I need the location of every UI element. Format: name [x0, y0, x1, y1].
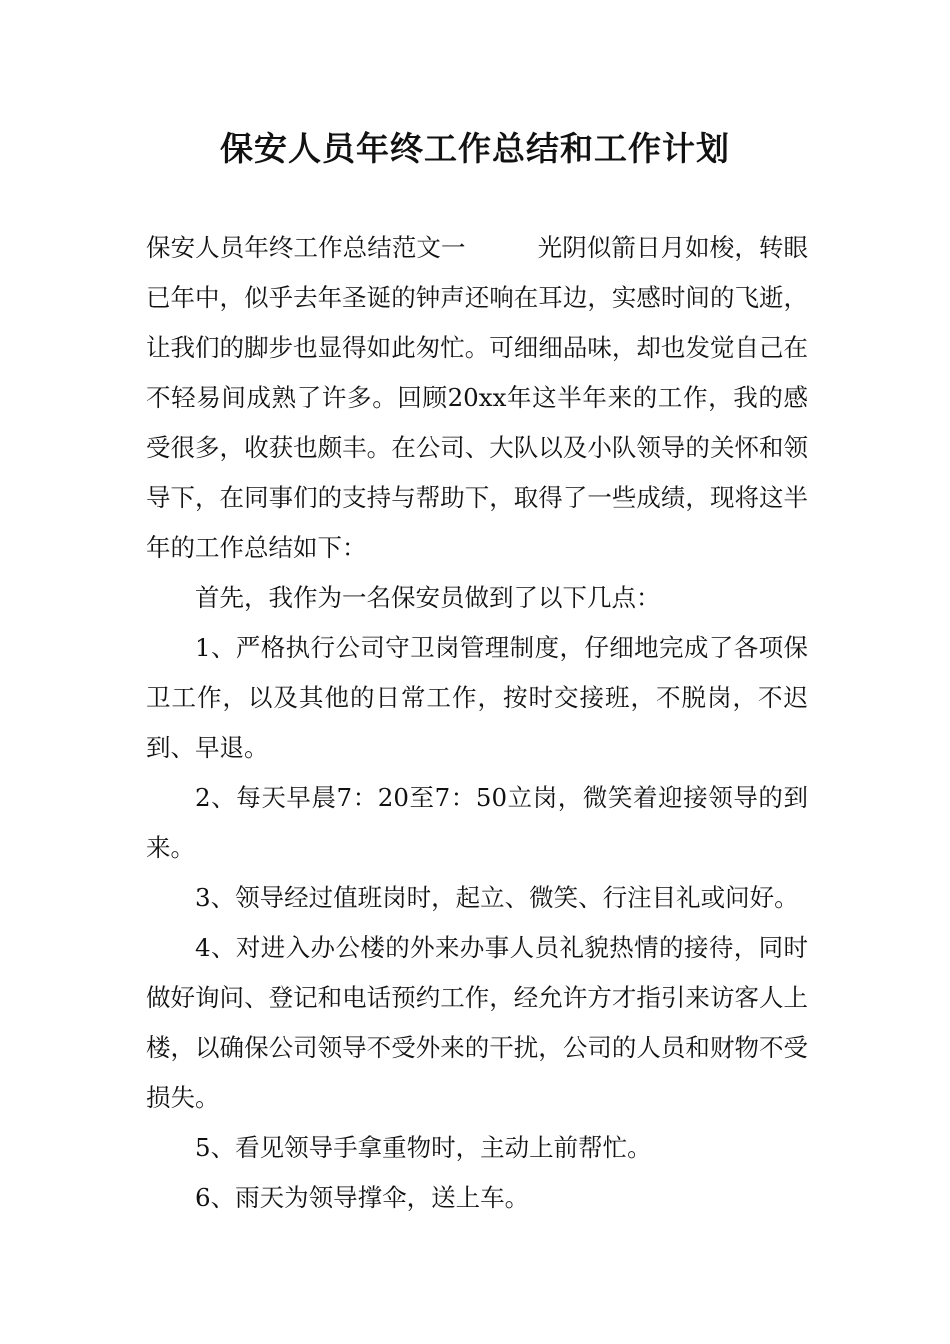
list-item-2: 2、每天早晨7：20至7：50立岗，微笑着迎接领导的到来。 [146, 783, 808, 862]
list-item-4: 4、对进入办公楼的外来办事人员礼貌热情的接待，同时做好询问、登记和电话预约工作，经允许方才指引来访客人上楼，以确保公司领导不受外来的干扰，公司的人员和财物不受损失。 [146, 933, 808, 1112]
paragraph-intro [146, 223, 808, 573]
document-title: 保安人员年终工作总结和工作计划 [220, 129, 730, 168]
intro-label: 保安人员年终工作总结范文一 [146, 233, 466, 262]
paragraph-1: 光阴似箭日月如梭，转眼已年中，似乎去年圣诞的钟声还响在耳边，实感时间的飞逝，让我们的脚步也显得如此匆忙。可细细品味，却也发觉自己在不轻易间成熟了许多。回顾20xx年这半年来的工作，我的感受很多，收获也颇丰。在公司、大队以及小队领导的关怀和领导下，在同事们的支持与帮助下，取得了一些成绩，现将这半年的工作总结如下： [146, 233, 809, 562]
list-item-3: 3、领导经过值班岗时，起立、微笑、行注目礼或问好。 [195, 883, 799, 912]
list-item-5: 5、看见领导手拿重物时，主动上前帮忙。 [195, 1133, 652, 1162]
paragraph-2: 首先，我作为一名保安员做到了以下几点： [195, 583, 661, 612]
list-item-6: 6、雨天为领导撑伞，送上车。 [195, 1183, 530, 1212]
document-body [146, 223, 808, 1223]
list-item-1: 1、严格执行公司守卫岗管理制度，仔细地完成了各项保卫工作，以及其他的日常工作，按时交接班，不脱岗，不迟到、早退。 [146, 633, 808, 762]
